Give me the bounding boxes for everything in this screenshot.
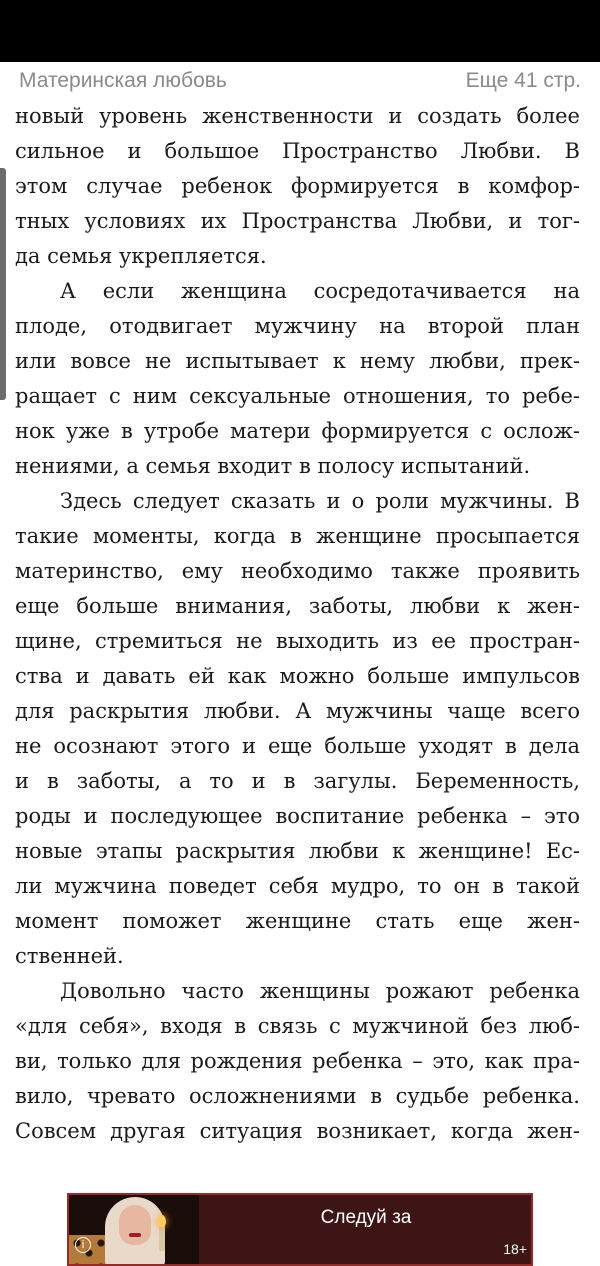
ad-image-lips — [129, 1233, 141, 1237]
text-line: ственней. — [15, 944, 124, 968]
text-line: и в заботы, а то и в загулы. Беременность, — [15, 769, 580, 793]
text-line: Довольно часто женщины рожают ребенка — [60, 979, 580, 1003]
book-text — [15, 99, 580, 1149]
ad-banner[interactable] — [67, 1193, 533, 1266]
text-line: нок уже в утробе матери формируется с ослож- — [15, 419, 580, 443]
text-line: Здесь следует сказать и о роли мужчины. В — [60, 489, 580, 513]
text-line: новый уровень женственности и создать более — [15, 104, 580, 128]
text-line: для раскрытия любви. А мужчины чаще всего — [15, 699, 580, 723]
text-line: момент поможет женщине стать еще жен- — [15, 909, 580, 933]
text-line: не осознают этого и еще больше уходят в дела — [15, 734, 580, 758]
text-line: вило, чревато осложнениями в судьбе ребенка. — [15, 1084, 580, 1108]
text-line: ви, только для рождения ребенка – это, как пра- — [15, 1049, 580, 1073]
text-line: роды и последующее воспитание ребенка – это — [15, 804, 580, 828]
book-title: Материнская любовь — [19, 69, 227, 92]
text-line: этом случае ребенок формируется в комфор- — [15, 174, 580, 198]
text-line: ращает с ним сексуальные отношения, то ребе- — [15, 384, 580, 408]
ad-title[interactable]: Следуй за — [320, 1207, 412, 1228]
text-line: такие моменты, когда в женщине просыпается — [15, 524, 580, 548]
text-line: ства и давать ей как можно больше импульсов — [15, 664, 580, 688]
text-line: нениями, а семья входит в полосу испытаний. — [15, 454, 531, 478]
info-icon[interactable]: i — [75, 1237, 91, 1253]
pages-remaining: Еще 41 стр. — [465, 69, 581, 92]
ad-image-candle — [159, 1225, 165, 1251]
ad-image-face — [119, 1205, 151, 1245]
text-line: тных условиях их Пространства Любви, и тог- — [15, 209, 580, 233]
ad-image-flame — [158, 1215, 166, 1227]
text-line: сильное и большое Пространство Любви. В — [15, 139, 580, 163]
text-line: щине, стремиться не выходить из ее простран- — [15, 629, 580, 653]
status-bar — [0, 0, 600, 62]
text-line: ли мужчина поведет себя мудро, то он в такой — [15, 874, 580, 898]
scroll-handle[interactable] — [0, 168, 6, 400]
text-line: новые этапы раскрытия любви к женщине! Ес- — [15, 839, 580, 863]
text-line: А если женщина сосредотачивается на — [60, 279, 580, 303]
text-line: да семья укрепляется. — [15, 244, 267, 268]
text-line: Совсем другая ситуация возникает, когда жен- — [15, 1119, 580, 1143]
ad-age-rating: 18+ — [503, 1241, 527, 1257]
text-line: или вовсе не испытывает к нему любви, прек- — [15, 349, 580, 373]
text-line: материнство, ему необходимо также проявить — [15, 559, 580, 583]
reader-header — [0, 62, 600, 100]
text-line: еще больше внимания, заботы, любви к жен- — [15, 594, 580, 618]
ad-image[interactable] — [69, 1195, 199, 1266]
text-line: плоде, отодвигает мужчину на второй план — [15, 314, 580, 338]
text-line: «для себя», входя в связь с мужчиной без люб- — [15, 1014, 580, 1038]
